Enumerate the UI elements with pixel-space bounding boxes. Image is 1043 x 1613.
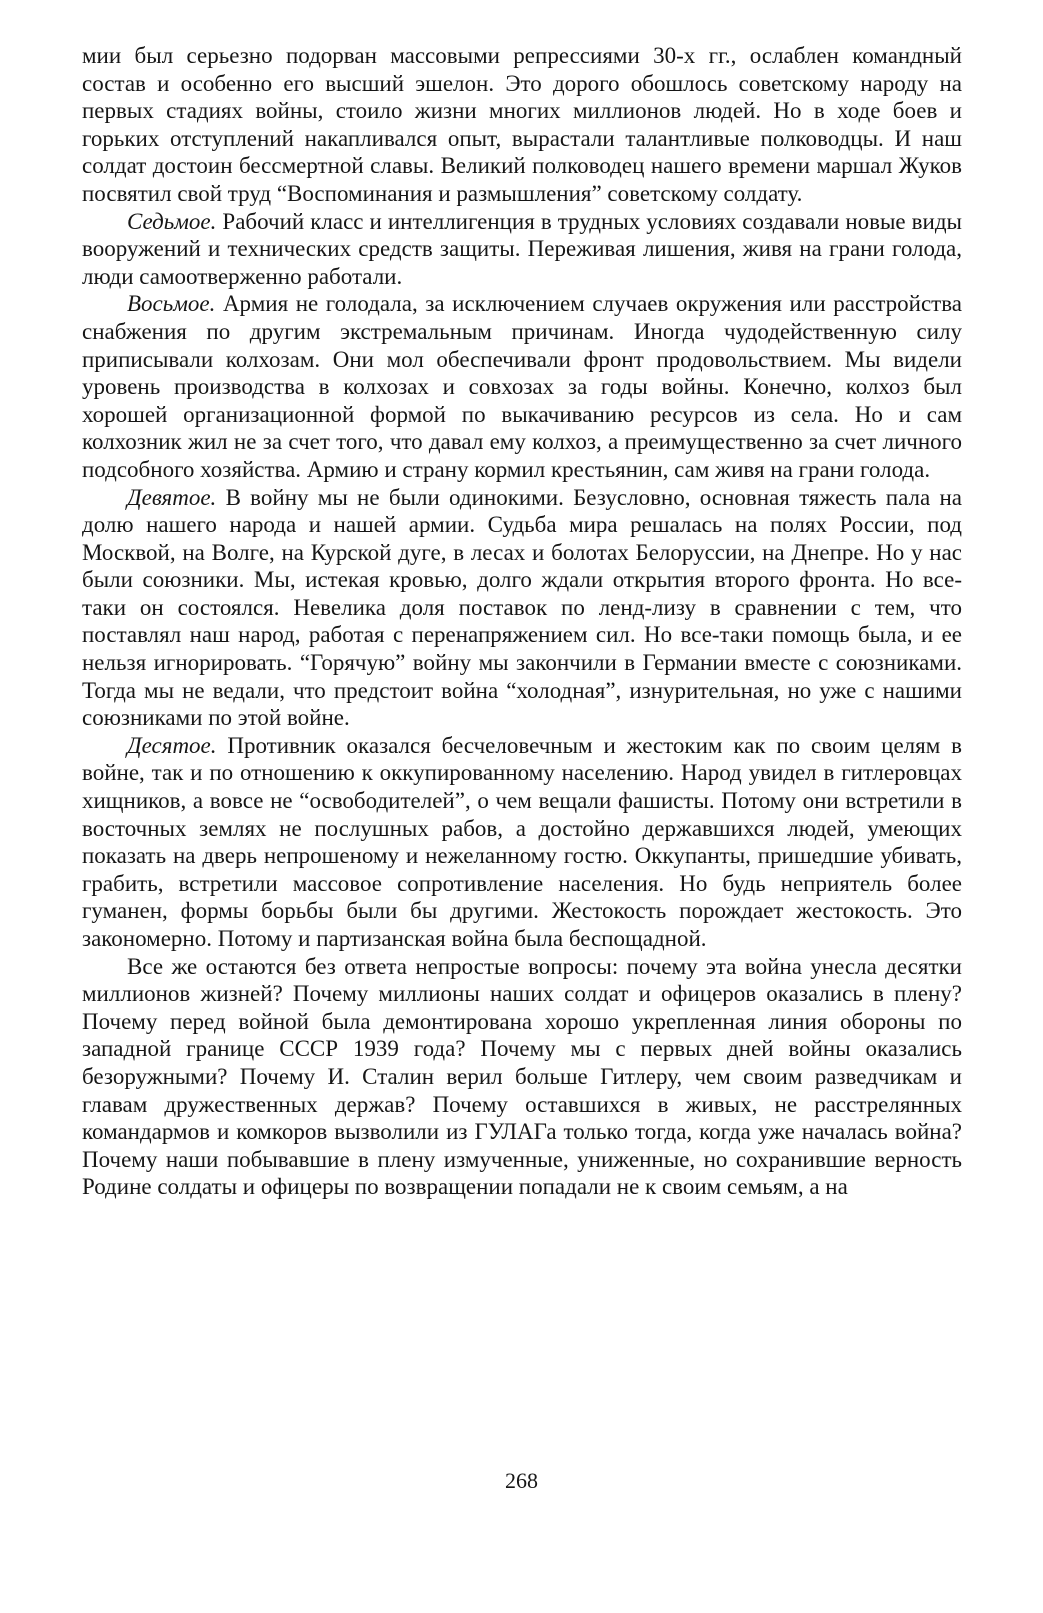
paragraph-text: Противник оказался бесчеловечным и жестоким как по своим целям в войне, так и по отношению к оккупированному населению. Народ увидел в гитлеровцах хищников, а вовсе не “освободителей”, о чем вещали фашисты. Потому они встретили в восточных землях не послушных рабов, а достойно державшихся людей, умеющих показать на дверь непрошеному и нежеланному гостю. Оккупанты, пришедшие убивать, грабить, встретили массовое сопротивление населения. Но будь неприятель более гуманен, формы борьбы были бы другими. Жестокость порождает жестокость. Это закономерно. Потому и партизанская война была беспощадной.: [82, 732, 962, 951]
paragraph-lead: Девятое.: [127, 484, 217, 510]
paragraph-text: Армия не голодала, за исключением случаев окружения или расстройства снабжения по другим экстремальным причинам. Иногда чудодейственную силу приписывали колхозам. Они мол обеспечивали фронт продовольствием. Мы видели уровень производства в колхозах и совхозах за годы войны. Конечно, колхоз был хорошей организационной формой по выкачиванию ресурсов из села. Но и сам колхозник жил не за счет того, что давал ему колхоз, а преимущественно за счет личного подсобного хозяйства. Армию и страну кормил крестьянин, сам живя на грани голода.: [82, 291, 962, 482]
paragraph-seventh: [82, 208, 962, 291]
paragraph-tenth: [82, 732, 962, 953]
paragraph-lead: Седьмое.: [127, 208, 217, 234]
page-body: [82, 42, 962, 1201]
page-number: 268: [505, 1468, 538, 1493]
paragraph-text: Все же остаются без ответа непростые вопросы: почему эта война унесла десятки миллионов жизней? Почему миллионы наших солдат и офицеров оказались в плену? Почему перед войной была демонтирована хорошо укрепленная линия обороны по западной границе СССР 1939 года? Почему мы с первых дней войны оказались безоружными? Почему И. Сталин верил больше Гитлеру, чем своим разведчикам и главам дружественных держав? Почему оставшихся в живых, не расстрелянных командармов и комкоров вызволили из ГУЛАГа только тогда, когда уже началась война? Почему наши побывавшие в плену измученные, униженные, но сохранившие верность Родине солдаты и офицеры по возвращении попадали не к своим семьям, а на: [82, 953, 962, 1200]
paragraph-lead: Восьмое.: [127, 291, 216, 317]
paragraph-lead: Десятое.: [127, 732, 217, 758]
paragraph-text: Рабочий класс и интеллигенция в трудных условиях создавали новые виды вооружений и технических средств защиты. Переживая лишения, живя на грани голода, люди самоотверженно работали.: [82, 208, 962, 289]
paragraph-questions: [82, 953, 962, 1201]
paragraph-continuation: [82, 42, 962, 208]
paragraph-text: мии был серьезно подорван массовыми репрессиями 30-х гг., ослаблен командный состав и особенно его высший эшелон. Это дорого обошлось советскому народу на первых стадиях войны, стоило жизни многих миллионов людей. Но в ходе боев и горьких отступлений накапливался опыт, вырастали талантливые полководцы. И наш солдат достоин бессмертной славы. Великий полководец нашего времени маршал Жуков посвятил свой труд “Воспоминания и размышления” советскому солдату.: [82, 43, 962, 206]
paragraph-text: В войну мы не были одинокими. Безусловно, основная тяжесть пала на долю нашего народа и нашей армии. Судьба мира решалась на полях России, под Москвой, на Волге, на Курской дуге, в лесах и болотах Белоруссии, на Днепре. Но у нас были союзники. Мы, истекая кровью, долго ждали открытия второго фронта. Но все-таки он состоялся. Невелика доля поставок по ленд-лизу в сравнении с тем, что поставлял наш народ, работая с перенапряжением сил. Но все-таки помощь была, и ее нельзя игнорировать. “Горячую” войну мы закончили в Германии вместе с союзниками. Тогда мы не ведали, что предстоит война “холодная”, изнурительная, но уже с нашими союзниками по этой войне.: [82, 484, 962, 731]
paragraph-eighth: [82, 290, 962, 483]
paragraph-ninth: [82, 484, 962, 732]
